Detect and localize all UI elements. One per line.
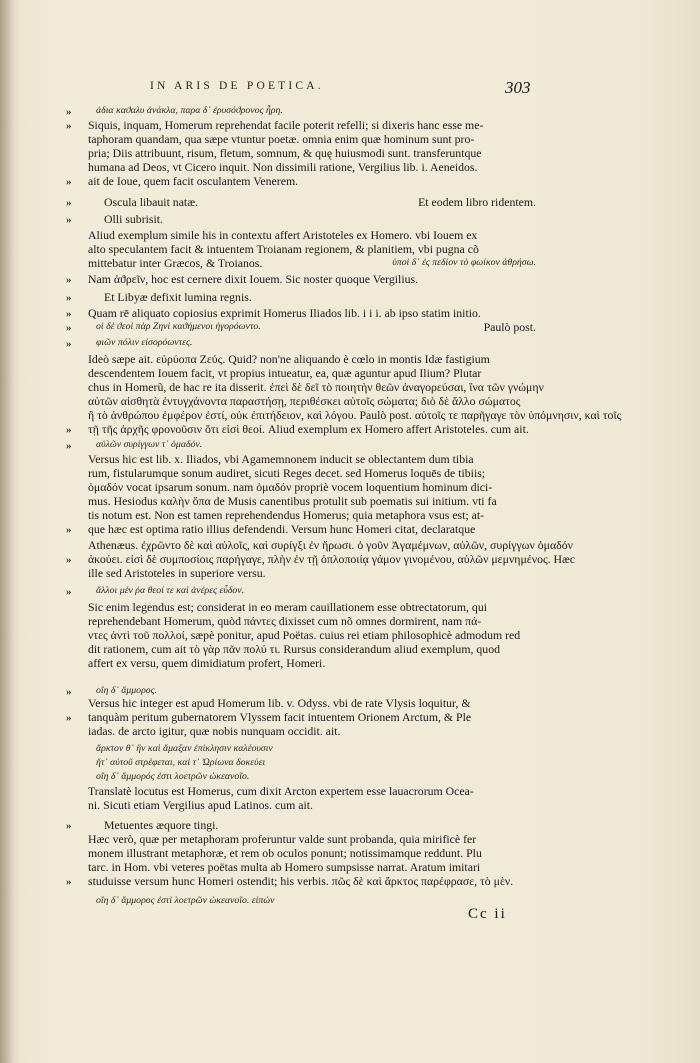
quotation-mark-marginal: » (66, 440, 71, 452)
quotation-mark-marginal: » (66, 554, 71, 566)
text-line: monem illustrant metaphoræ, et rem ob oculos ponunt; notissimamque reddunt. Plu (88, 846, 482, 860)
quotation-mark-marginal: » (66, 424, 71, 436)
inline-right-text: ὑποὶ δ᾽ ἐς πεδίον τὸ φωίκον ἀθρήσω. (392, 257, 536, 268)
text-line: que hæc est optima ratio illius defendendi. Versum hunc Homeri citat, declaratque (88, 522, 476, 536)
text-line: Olli subrisit. (104, 212, 163, 226)
text-line: Versus hic integer est apud Homerum lib. v. Odyss. vbi de rate Vlysis loquitur, & (88, 696, 471, 710)
gutter-shadow (0, 0, 14, 1063)
inline-right-text: Et eodem libro ridentem. (418, 195, 536, 209)
quotation-mark-marginal: » (66, 712, 71, 724)
text-line: Sic enim legendus est; considerat in eo meram cauillationem esse obtrectatorum, qui (88, 600, 488, 614)
quotation-mark-marginal: » (66, 214, 71, 226)
greek-quotation-line: ἀδια καϑαλυ ἀνάκλα, παρα δ᾽ ἐρυσόϑρονος ἦρη. (96, 105, 283, 116)
quotation-mark-marginal: » (66, 106, 71, 118)
text-line: pria; Diis attribuunt, risum, fletum, somnum, & quę huiusmodi sunt. transferuntque (88, 146, 482, 160)
printer-signature: Cc ii (468, 906, 507, 922)
greek-quotation-line: ἄλλοι μέν ῥα θεοί τε καὶ ἀνέρες εὗδον. (96, 585, 245, 596)
greek-quotation-line: οἴη δ᾽ ἄμμορός ἐστι λοετρῶν ὠκεανοῖο. (96, 771, 250, 782)
running-head: IN ARIS DE POETICA. (150, 80, 324, 92)
text-line: ἀκούει. εἰσὶ δὲ συμποσίοις παρήγαγε, πλὴν ἐν τῇ ὁπλοποιίᾳ γάμον γινομένου, αὐλῶν μεμνημένος. Hæc (88, 552, 576, 566)
greek-quotation-line: ἄρκτον θ᾽ ἣν καὶ ἄμαξαν ἐπίκλησιν καλέουσιν (96, 743, 273, 754)
text-line: Et Libyæ defixit lumina regnis. (104, 290, 252, 304)
quotation-mark-marginal: » (66, 820, 71, 832)
text-line: Aliud exemplum simile his in contextu affert Aristoteles ex Homero. vbi Iouem ex (88, 228, 478, 242)
inline-right-text: Paulò post. (483, 320, 536, 334)
quotation-mark-marginal: » (66, 686, 71, 698)
text-line: rum, fistularumque sonum audiret, sicuti Reges decet. sed Homerus loquēs de tibiis; (88, 466, 486, 480)
text-line: ille sed Aristoteles in superiore versu. (88, 566, 266, 580)
text-line: Ideò sæpe ait. εὐρύοπα Ζεύς. Quid? non'ne aliquando è cœlo in montis Idæ fastigium (88, 352, 490, 366)
quotation-mark-marginal: » (66, 308, 71, 320)
text-line: ἢ τὸ ἀνθρώπου ἐμφέρον ἐστί, οὐκ ἐπιτήδειον, καὶ λόγου. Paulò post. αὐτοῖς τε παρῆγαγε τὸν ὑπόμνησιν, καὶ τοῖς (88, 408, 622, 422)
greek-quotation-line: οἱ δὲ ϑεοὶ πὰρ Ζηνὶ καϑήμενοι ἠγορόωντο. (96, 321, 261, 332)
quotation-mark-marginal: » (66, 120, 71, 132)
text-line: Athenæus. ἐχρῶντο δὲ καὶ αὐλοῖς, καὶ συρίγξι ἐν ἥρωσι. ὁ γοῦν Ἀγαμέμνων, αὐλῶν, συρίγγων ὁμαδόν (88, 538, 573, 552)
greek-quotation-line: φιῶν πόλιν εἰσορόωντες. (96, 337, 193, 348)
text-line: studuisse versum hunc Homeri ostendit; his verbis. πῶς δὲ καὶ ἄρκτος παρέφρασε, τὸ μὲν. (88, 874, 514, 888)
text-line: Oscula libauit natæ. (104, 195, 199, 209)
text-line: descendentem Iouem facit, vt propius intueatur, ea, quæ aguntur apud Ilium? Plutar (88, 366, 482, 380)
text-line: Versus hic est lib. x. Iliados, vbi Agamemnonem inducit se oblectantem dum tibia (88, 452, 474, 466)
greek-quotation-line: οἴη δ᾽ ἄμμορος ἐστὶ λοετρῶν ὠκεανοῖο. εἰπών (96, 895, 275, 906)
quotation-mark-marginal: » (66, 197, 71, 209)
text-line: τῇ τῆς ἀρχῆς φρονοῦσιν ὅτι εἰσὶ θεοί. Aliud exemplum ex Homero affert Aristoteles. cum ait. (88, 422, 529, 436)
text-line: Translatè locutus est Homerus, cum dixit Arcton expertem esse lauacrorum Ocea- (88, 784, 474, 798)
text-line: Siquis, inquam, Homerum reprehendat facile poterit refelli; si dixeris hanc esse me- (88, 118, 484, 132)
quotation-mark-marginal: » (66, 274, 71, 286)
text-line: Nam ἀϑρεῖν, hoc est cernere dixit Iouem. Sic noster quoque Vergilius. (88, 272, 419, 286)
text-line: taphoram quandam, qua sæpe vtuntur poetæ. omnia enim quæ hominum sunt pro- (88, 132, 475, 146)
quotation-mark-marginal: » (66, 338, 71, 350)
text-line: mittebatur inter Græcos, & Troianos. (88, 256, 263, 270)
text-line: αὐτῶν αἰσθητὰ ἐντυγχάνοντα παραστήσῃ, περιθέσκει αὐτοῖς σώματα; διὸ δὲ ἄλλο σώματος (88, 394, 521, 408)
greek-quotation-line: αὐλῶν συρίγγων τ᾽ ὁμαδόν. (96, 439, 203, 450)
text-line: tarc. in Hom. vbi veteres poëtas multa ab Homero sumpsisse narrat. Aratum imitari (88, 860, 481, 874)
page-number: 303 (505, 78, 531, 97)
text-line: tis notum est. Non est tamen reprehendendus Homerus; quia metaphora vsus est; at- (88, 508, 485, 522)
text-line: iadas. de arcto igitur, quæ nobis nunquam occidit. ait. (88, 724, 341, 738)
text-line: affert ex versu, quem dimidiatum profert, Homeri. (88, 656, 326, 670)
text-line: tanquàm peritum gubernatorem Vlyssem facit intuentem Orionem Arctum, & Ple (88, 710, 472, 724)
text-line: ait de Ioue, quem facit osculantem Venerem. (88, 174, 299, 188)
text-line: Hæc verò, quæ per metaphoram proferuntur valde sunt probanda, quia mirificè fer (88, 832, 477, 846)
text-line: reprehendebant Homerum, quòd πάντες dixisset cum nõ omnes dormirent, nam πά- (88, 614, 482, 628)
text-line: humana ad Deos, vt Cicero inquit. Non dissimili ratione, Vergilius lib. i. Aeneidos. (88, 160, 478, 174)
quotation-mark-marginal: » (66, 176, 71, 188)
text-line: ντες ἀντὶ τοῦ πολλοί, sæpè ponitur, apud Poëtas. cuius rei etiam philosophicè admodum red (88, 628, 521, 642)
text-line: Metuentes æquore tingi. (104, 818, 219, 832)
text-line: ὁμαδόν vocat ipsarum sonum. nam ὁμαδόν propriè vocem loquentium hominum dici- (88, 480, 493, 494)
text-line: alto speculantem facit & intuentem Troianam regionem, & planitiem, vbi pugna cõ (88, 242, 479, 256)
quotation-mark-marginal: » (66, 524, 71, 536)
text-line: mus. Hesiodus καλὴν ὄπα de Musis canentibus protulit sub poematis sui initium. vti fa (88, 494, 497, 508)
quotation-mark-marginal: » (66, 292, 71, 304)
text-line: ni. Sicuti etiam Vergilius apud Latinos. cum ait. (88, 798, 313, 812)
quotation-mark-marginal: » (66, 586, 71, 598)
text-line: Quam rē aliquato copiosius exprimit Homerus Iliados lib. i i i. ab ipso statim initio. (88, 306, 481, 320)
text-line: chus in Homerũ, de hac re ita disserit. ἐπεὶ δὲ δεῖ τὸ ποιητὴν θεῶν ἀναγορεύσαι, ἵνα τῶν γνώμην (88, 380, 544, 394)
text-line: dit rationem, cum ait τὸ γὰρ πᾶν πολύ τι. Rursus considerandum aliud exemplum, quod (88, 642, 501, 656)
quotation-mark-marginal: » (66, 876, 71, 888)
greek-quotation-line: οἴη δ᾽ ἄμμορος. (96, 685, 158, 696)
greek-quotation-line: ἥτ᾽ αὐτοῦ στρέφεται, καὶ τ᾽ Ὠρίωνα δοκεύει (96, 757, 266, 768)
quotation-mark-marginal: » (66, 322, 71, 334)
